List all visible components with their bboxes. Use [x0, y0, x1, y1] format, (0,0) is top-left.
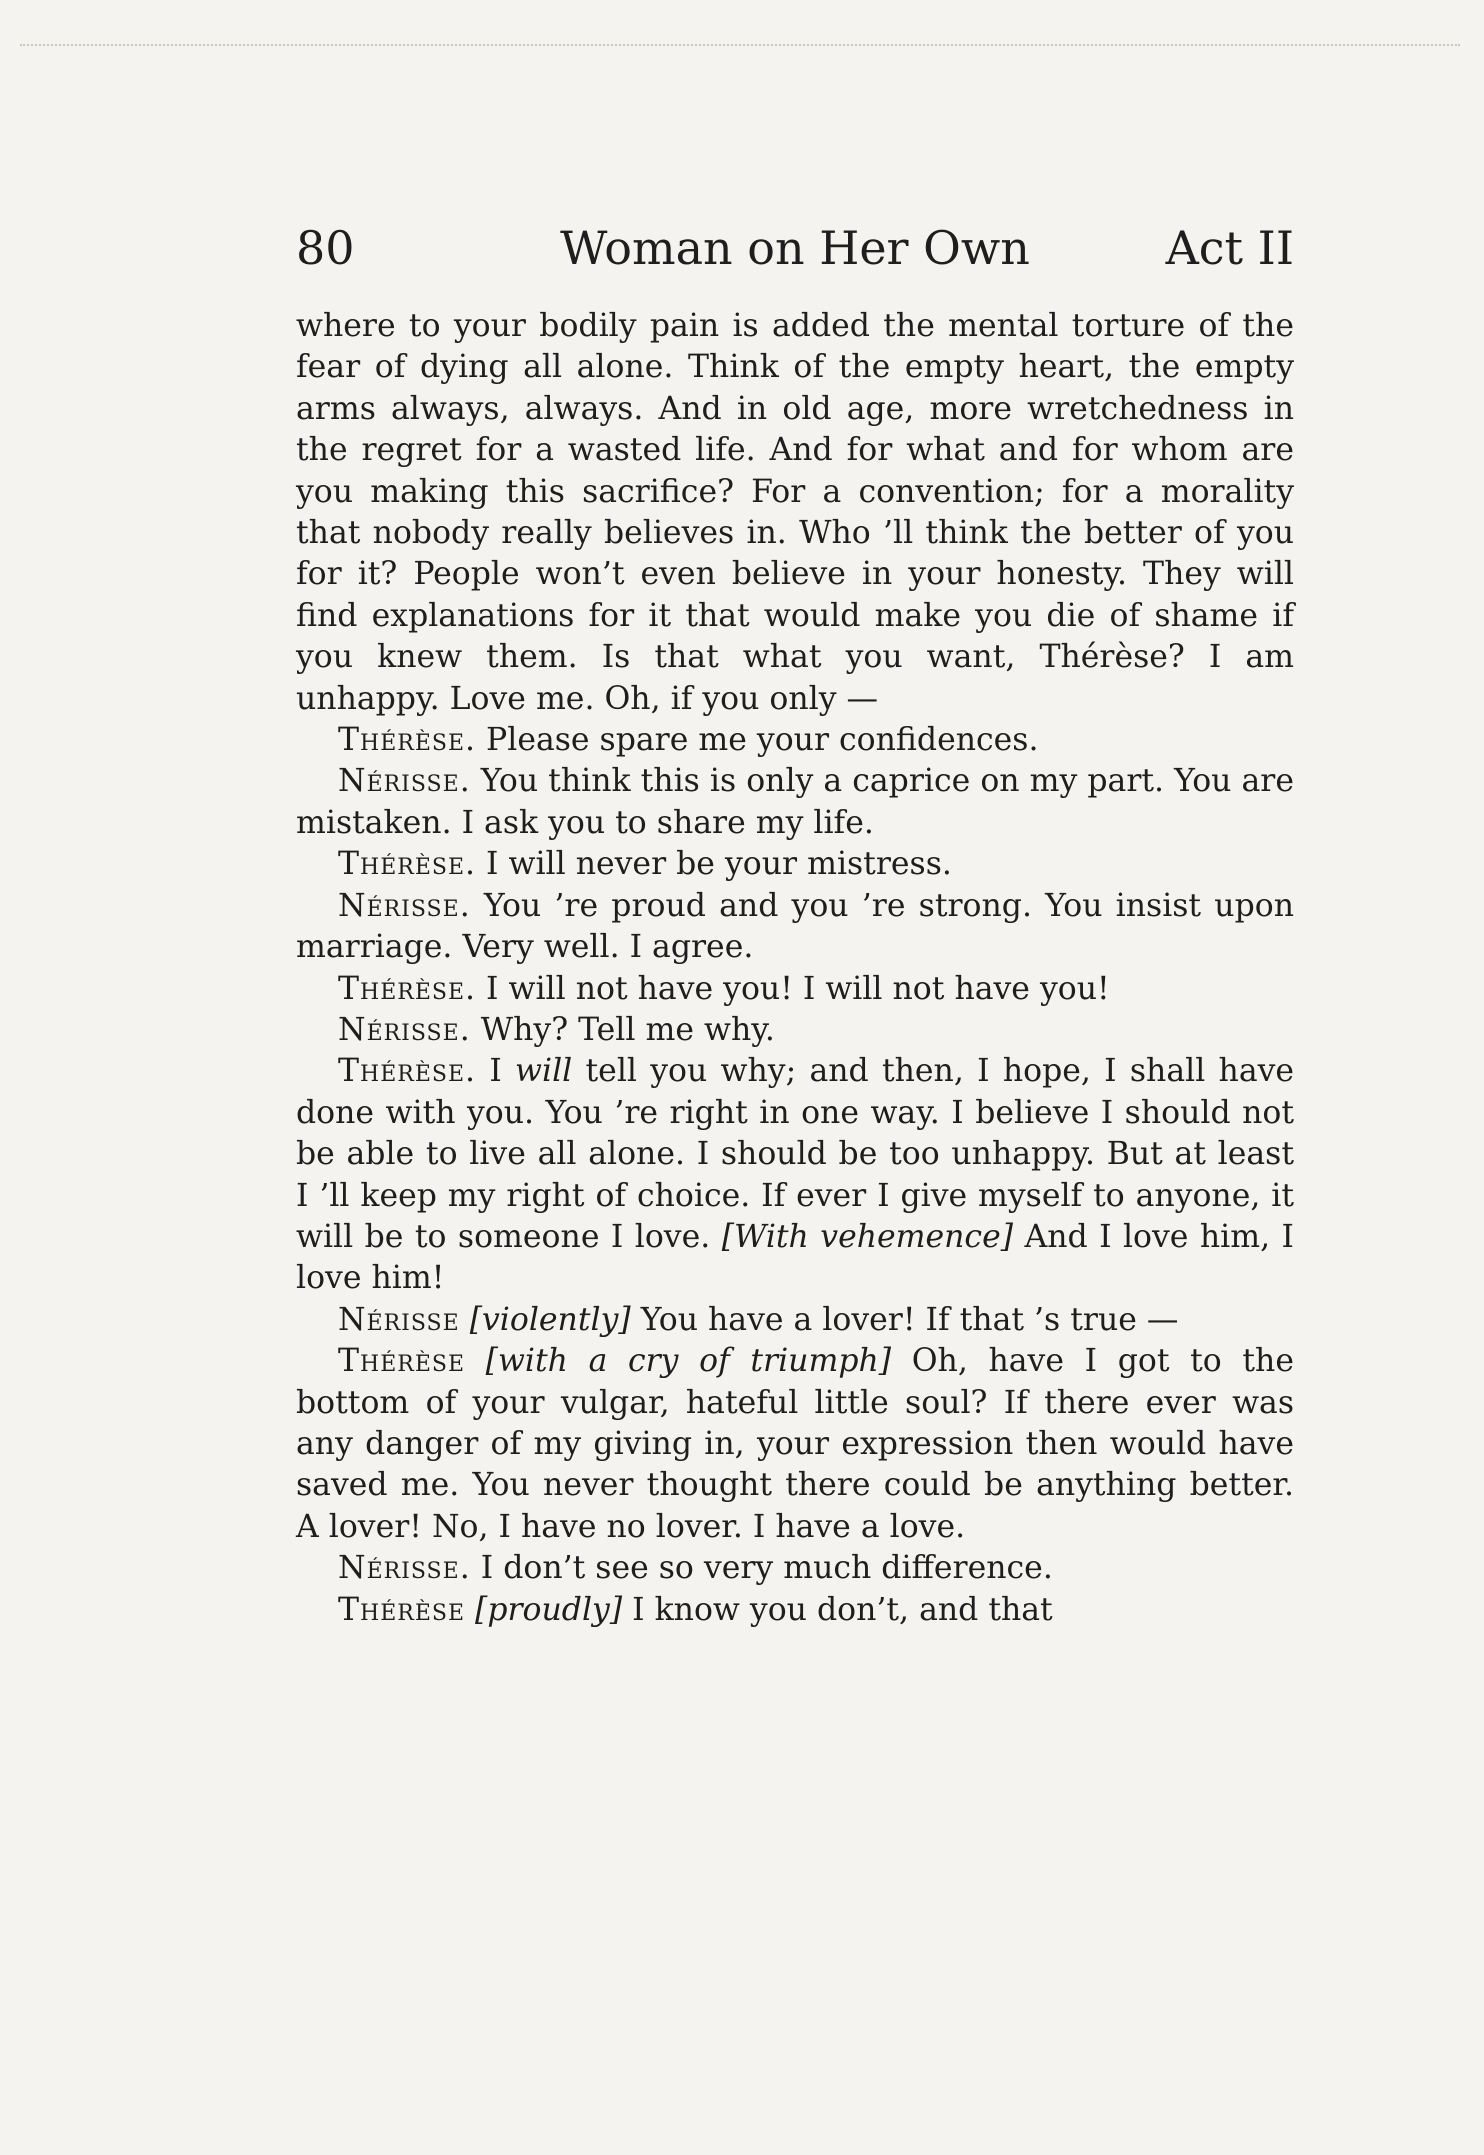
speech-text: You have a lover! If that ’s true —: [640, 1301, 1179, 1338]
stage-direction: [with a cry of triumph]: [485, 1343, 892, 1380]
speech-text: I don’t see so very much difference.: [480, 1550, 1053, 1587]
scan-edge-line: [20, 44, 1460, 46]
speaker-name: Thérèse: [338, 1591, 466, 1628]
speech-nerisse-3: [296, 1010, 1294, 1051]
speech-therese-1: [296, 720, 1294, 761]
stage-direction: [With vehemence]: [721, 1218, 1014, 1255]
paragraph-continued: where to your bodily pain is added the mental torture of the fear of dying all alone. Think of the empty heart, the empty arms always, always. And in old age, more wretchedness in the regret for a wasted life. And for what and for whom are you making this sacrifice? For a convention; for a morality that nobody really believes in. Who ’ll think the better of you for it? People won’t even believe in your honesty. They will find explanations for it that would make you die of shame if you knew them. Is that what you want, Thérèse? I am unhappy. Love me. Oh, if you only —: [296, 308, 1294, 717]
speech-therese-2: [296, 844, 1294, 885]
page-text: [296, 306, 1294, 1631]
emphasis-text: will: [515, 1053, 573, 1090]
speaker-name: Nérisse.: [338, 763, 471, 800]
speech-text: Oh, have I got to the bottom of your vulgar, hateful little soul? If there ever was any danger of my giving in, your expression then would have saved me. You never thought there could be anything better. A lover! No, I have no lover. I have a love.: [296, 1343, 1294, 1545]
speech-text: I: [489, 1053, 502, 1090]
speech-text: I know you don’t, and that: [632, 1591, 1053, 1628]
speech-text: Please spare me your confidences.: [486, 722, 1039, 759]
speech-therese-3: [296, 969, 1294, 1010]
page-number: 80: [296, 221, 355, 275]
running-head: [296, 218, 1294, 278]
speech-text: You think this is only a caprice on my part. You are mistaken. I ask you to share my life.: [296, 763, 1294, 841]
speech-text: I will not have you! I will not have you!: [486, 970, 1110, 1007]
speech-therese-5: [296, 1341, 1294, 1548]
speaker-name: Thérèse.: [338, 722, 477, 759]
speech-nerisse-4: [296, 1300, 1294, 1341]
speech-nerisse-2: [296, 886, 1294, 969]
speaker-name: Nérisse.: [338, 1550, 471, 1587]
speech-therese-6: [296, 1590, 1294, 1631]
speech-text: I will never be your mistress.: [486, 846, 952, 883]
stage-direction: [proudly]: [475, 1591, 623, 1628]
speech-text: You ’re proud and you ’re strong. You insist upon marriage. Very well. I agree.: [296, 887, 1294, 966]
speaker-name: Thérèse: [338, 1343, 466, 1380]
speech-text: tell you why; and then, I hope, I shall have done with you. You ’re right in one way. I believe I should not be able to live all alone. I should be too unhappy. But at least I ’ll keep my right of choice. If ever I give myself to anyone, it will be to someone I love.: [296, 1053, 1295, 1255]
speech-nerisse-1: [296, 761, 1294, 844]
speaker-name: Thérèse.: [338, 846, 477, 883]
act-label: Act II: [1165, 221, 1294, 275]
speech-therese-4: [296, 1051, 1294, 1299]
speech-text: Why? Tell me why.: [480, 1011, 775, 1048]
speech-nerisse-5: [296, 1548, 1294, 1589]
stage-direction: [violently]: [469, 1301, 631, 1338]
speaker-name: Thérèse.: [338, 970, 477, 1007]
speech-text: And I love him, I love him!: [296, 1218, 1294, 1297]
speaker-name: Nérisse.: [338, 887, 471, 924]
book-title: Woman on Her Own: [560, 221, 1030, 275]
speaker-name: Nérisse.: [338, 1011, 471, 1048]
speaker-name: Thérèse.: [338, 1053, 477, 1090]
speaker-name: Nérisse: [338, 1301, 460, 1338]
